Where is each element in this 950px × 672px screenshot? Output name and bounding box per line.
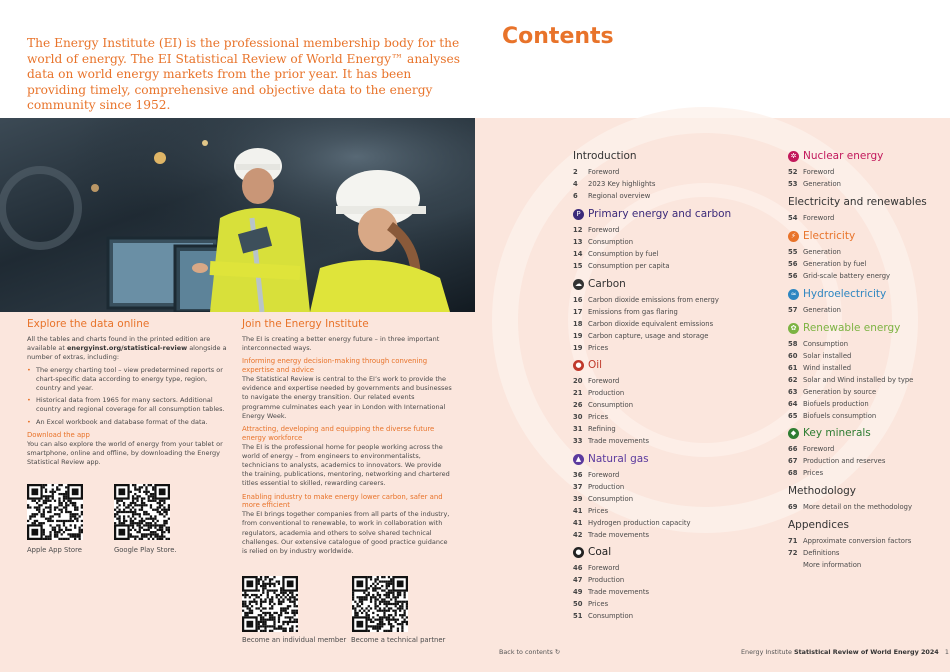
join-text-1: The Statistical Review is central to the EI’s work to provide the evidence and expertise needed by governments and businesses to navigate the energy transition. Our related events programme culminates each year in London with International Energy Week. [242,375,452,420]
toc-entry-label: Prices [588,344,609,352]
toc-entry[interactable] [788,166,883,178]
toc-section-label: Appendices [788,519,849,531]
toc-page-number: 41 [573,507,583,515]
toc-section-methodology [788,484,912,513]
toc-entry[interactable] [573,318,719,330]
toc-entry-label: Foreword [588,564,620,572]
toc-entry-label: Production [588,576,625,584]
toc-entry[interactable] [573,248,731,260]
toc-page-number: 50 [573,600,583,608]
toc-entry[interactable] [788,547,911,559]
toc-page-number: 52 [788,168,798,176]
toc-entry[interactable] [788,535,911,547]
toc-section-label: Electricity [803,230,856,242]
toc-page-number: 2 [573,168,578,176]
join-text-3: The EI brings together companies from all parts of the industry, from conventional to renewable, to work in collaboration with regulators, academia and others to solve shared technical challenges. Our extensive catalogue of good practice guidance is relied on by industry worldwide. [242,510,450,556]
toc-section-title[interactable] [788,229,890,243]
toc-page-number: 4 [573,180,578,188]
toc-page-number: 13 [573,238,583,246]
toc-page-number: 53 [788,180,798,188]
toc-entry-label: Consumption [803,340,849,348]
toc-entry-label: Consumption [588,238,634,246]
toc-entry[interactable] [788,398,913,410]
toc-section-oil [573,358,649,447]
toc-page-number: 15 [573,262,583,270]
explore-bullet-list [27,366,227,427]
toc-entry[interactable] [788,338,913,350]
toc-section-label: Nuclear energy [803,150,884,162]
toc-entry[interactable] [573,224,731,236]
toc-section-label: Natural gas [588,453,649,465]
toc-entry[interactable] [573,469,691,481]
toc-page-number: 61 [788,364,798,372]
toc-entry-label: Prices [588,413,609,421]
toc-section-label: Oil [588,359,603,371]
toc-page-number: 6 [573,192,578,200]
join-title: Join the Energy Institute [242,318,369,330]
apple-app-store-caption: Apple App Store [27,546,82,554]
toc-section-title[interactable] [573,277,719,291]
electricity-icon: ⚡ [788,231,799,242]
toc-entry[interactable] [788,443,885,455]
toc-section-title[interactable] [573,149,655,163]
toc-section-title[interactable] [788,321,913,335]
toc-entry[interactable] [573,306,719,318]
nuclear-energy-icon: ✲ [788,151,799,162]
back-to-contents-link[interactable]: Back to contents ↻ [499,648,561,656]
toc-section-appendices [788,518,911,571]
toc-entry-label: Consumption [588,401,634,409]
toc-section-title[interactable] [573,207,731,221]
toc-page-number: 12 [573,226,583,234]
toc-entry-label: Foreword [588,168,620,176]
toc-entry[interactable] [788,350,913,362]
toc-entry-label: Prices [588,507,609,515]
toc-page-number: 56 [788,272,798,280]
toc-entry[interactable] [573,586,649,598]
toc-entry[interactable] [573,423,649,435]
toc-entry-label: Biofuels production [803,400,869,408]
toc-page-number: 31 [573,425,583,433]
toc-entry-label: Consumption [588,612,634,620]
toc-entry-label: Generation [803,306,841,314]
individual-member-caption: Become an individual member [242,636,347,644]
toc-entry-label: Trade movements [588,437,650,445]
toc-entry[interactable] [573,411,649,423]
toc-entry-label: More information [803,561,862,569]
toc-section-label: Methodology [788,485,857,497]
oil-icon: ● [573,360,584,371]
toc-section-carbon [573,277,719,354]
toc-entry-label: Emissions from gas flaring [588,308,678,316]
toc-entry-label: Consumption per capita [588,262,670,270]
toc-entry-label: Trade movements [588,588,650,596]
toc-section-title[interactable] [788,484,912,498]
coal-icon: ● [573,547,584,558]
toc-page-number: 67 [788,457,798,465]
toc-entry-label: Foreword [588,471,620,479]
footer-publication: Statistical Review of World Energy 2024 [794,648,939,656]
toc-entry-label: Foreword [588,377,620,385]
toc-entry[interactable] [788,362,913,374]
toc-entry[interactable] [573,574,649,586]
toc-section-natural-gas [573,452,691,541]
intro-text: The Energy Institute (EI) is the professional membership body for the world of energy. The EI Statistical Review of World Energy™ analyses data on world energy markets from the prior year. It has been providing timely, comprehensive and objective data to the energy community since 1952. [27,36,460,112]
toc-entry-label: More detail on the methodology [803,503,913,511]
primary-energy-and-carbon-icon: P [573,209,584,220]
apple-app-store-qr-code[interactable] [27,484,83,540]
toc-page-number: 16 [573,296,583,304]
technical-partner-qr-code[interactable] [352,576,408,632]
toc-page-number: 18 [573,320,583,328]
toc-entry[interactable] [788,410,913,422]
toc-page-number: 62 [788,376,798,384]
toc-entry[interactable] [573,562,649,574]
toc-section-title[interactable] [573,358,649,372]
toc-section-title[interactable] [788,287,886,301]
toc-entry-label: Production [588,389,625,397]
toc-page-number: 66 [788,445,798,453]
toc-entry[interactable] [788,467,885,479]
page-footer [741,648,949,656]
toc-entry-label: Foreword [803,445,835,453]
hydroelectricity-icon: ≈ [788,289,799,300]
toc-entry-label: Refining [588,425,616,433]
toc-page-number: 58 [788,340,798,348]
download-app-text: You can also explore the world of energy from your tablet or smartphone, online and offline, by downloading the Energy Statistical Review app. [27,439,223,467]
toc-section-title[interactable] [573,452,691,466]
toc-entry[interactable] [788,212,927,224]
toc-entry[interactable] [573,294,719,306]
toc-entry-label: 2023 Key highlights [588,180,656,188]
footer-publisher: Energy Institute [741,648,792,656]
toc-page-number: 21 [573,389,583,397]
list-item: • Historical data from 1965 for many sectors. Additional country and regional coverage for all consumption tables. [27,396,227,414]
toc-entry-label: Solar installed [803,352,852,360]
toc-entry[interactable] [788,501,912,513]
toc-page-number: 26 [573,401,583,409]
toc-page-number: 33 [573,437,583,445]
toc-page-number: 69 [788,503,798,511]
toc-entry-label: Carbon dioxide equivalent emissions [588,320,714,328]
toc-page-number: 19 [573,344,583,352]
toc-page-number: 55 [788,248,798,256]
toc-entry-label: Carbon dioxide emissions from energy [588,296,719,304]
toc-entry[interactable] [573,190,655,202]
toc-page-number: 56 [788,260,798,268]
explore-section [27,318,227,467]
join-heading-1: Informing energy decision-making through convening expertise and advice [242,357,428,375]
toc-page-number: 65 [788,412,798,420]
toc-entry-label: Trade movements [588,531,650,539]
explore-paragraph: All the tables and charts found in the printed edition are available at energyinst.org/statistical-review alongside a number of extras, including: [27,335,227,362]
join-intro: The EI is creating a better energy future – in three important interconnected ways. [242,335,440,353]
toc-entry[interactable] [573,166,655,178]
toc-section-renewable-energy [788,321,913,422]
toc-entry-label: Solar and Wind installed by type [803,376,914,384]
toc-entry[interactable] [573,260,731,272]
toc-entry[interactable] [573,493,691,505]
toc-entry-label: Hydrogen production capacity [588,519,691,527]
toc-page-number: 47 [573,576,583,584]
toc-section-title[interactable] [788,518,911,532]
toc-entry-label: Production and reserves [803,457,886,465]
toc-entry[interactable] [573,399,649,411]
toc-section-electricity [788,229,890,282]
toc-page-number: 41 [573,519,583,527]
list-item: • The energy charting tool – view predetermined reports or chart-specific data according to energy type, region, country and year. [27,366,227,394]
toc-entry[interactable] [573,236,731,248]
toc-section-coal [573,545,649,622]
toc-entry[interactable] [573,342,719,354]
toc-entry-label: Carbon capture, usage and storage [588,332,709,340]
join-section [242,318,452,556]
toc-entry-label: Generation [803,248,841,256]
toc-section-label: Coal [588,546,612,558]
toc-page-number: 72 [788,549,798,557]
toc-entry[interactable] [788,386,913,398]
toc-entry-label: Prices [803,469,824,477]
toc-section-label: Renewable energy [803,322,901,334]
toc-page-number: 68 [788,469,798,477]
toc-section-primary-energy-and-carbon [573,207,731,272]
toc-section-label: Electricity and renewables [788,196,927,208]
toc-entry-label: Regional overview [588,192,651,200]
toc-section-label: Carbon [588,278,626,290]
toc-entry-label: Biofuels consumption [803,412,877,420]
toc-page-number: 19 [573,332,583,340]
toc-page-number: 71 [788,537,798,545]
toc-entry-label: Generation by source [803,388,877,396]
toc-page-number: 60 [788,352,798,360]
statistical-review-link[interactable]: energyinst.org/statistical-review [67,344,188,353]
join-heading-3: Enabling industry to make energy lower carbon, safer and more efficient [242,492,443,510]
toc-section-nuclear-energy [788,149,883,190]
toc-entry[interactable] [788,455,885,467]
toc-section-title[interactable] [788,149,883,163]
toc-page-number: 64 [788,400,798,408]
toc-section-electricity-and-renewables [788,195,927,224]
toc-page-number: 49 [573,588,583,596]
toc-entry[interactable] [573,610,649,622]
toc-section-label: Hydroelectricity [803,288,887,300]
renewable-energy-icon: ✿ [788,323,799,334]
toc-section-title[interactable] [788,426,885,440]
toc-entry[interactable] [573,178,655,190]
toc-page-number: 46 [573,564,583,572]
page-title: Contents [502,24,614,49]
toc-entry[interactable] [788,304,886,316]
workers-photo [0,118,475,312]
toc-entry[interactable] [788,246,890,258]
toc-section-hydroelectricity [788,287,886,316]
toc-entry[interactable] [788,270,890,282]
toc-page-number: 14 [573,250,583,258]
toc-entry-label: Grid-scale battery energy [803,272,891,280]
google-play-caption: Google Play Store. [114,546,177,554]
toc-section-key-minerals [788,426,885,479]
toc-entry[interactable] [573,375,649,387]
toc-section-label: Introduction [573,150,637,162]
toc-entry-label: Definitions [803,549,840,557]
toc-entry-label: Foreword [803,214,835,222]
list-item: • An Excel workbook and database format of the data. [27,418,227,427]
key-minerals-icon: ◆ [788,428,799,439]
toc-entry[interactable] [788,374,913,386]
technical-partner-caption: Become a technical partner [351,636,446,644]
toc-entry[interactable] [573,435,649,447]
google-play-qr-code[interactable] [114,484,170,540]
join-heading-2: Attracting, developing and equipping the diverse future energy workforce [242,425,435,442]
toc-entry-label: Foreword [803,168,835,176]
toc-entry-label: Prices [588,600,609,608]
footer-page-number: 1 [944,648,949,656]
toc-page-number: 51 [573,612,583,620]
toc-entry-label: Wind installed [803,364,852,372]
toc-page-number: 39 [573,495,583,503]
toc-page-number: 20 [573,377,583,385]
toc-entry[interactable] [573,481,691,493]
natural-gas-icon: ▲ [573,454,584,465]
toc-entry[interactable] [573,387,649,399]
download-app-heading: Download the app [27,430,90,439]
toc-entry-label: Production [588,483,625,491]
toc-entry-label: Foreword [588,226,620,234]
toc-entry[interactable] [573,598,649,610]
toc-entry-label: Approximate conversion factors [803,537,912,545]
toc-page-number: 37 [573,483,583,491]
toc-section-label: Primary energy and carbon [588,208,732,220]
join-text-2: The EI is the professional home for people working across the world of energy – from engineers to environmentalists, technicians to analysts, academics to innovators. We provide the training, publications, mentoring, networking and chartered titles essential to skilled, rewarding careers. [242,442,450,488]
toc-entry[interactable] [573,330,719,342]
toc-entry-label: Generation [803,180,841,188]
toc-entry[interactable] [573,505,691,517]
toc-entry-label: Consumption by fuel [588,250,659,258]
toc-page-number: 36 [573,471,583,479]
toc-entry[interactable] [788,178,883,190]
toc-page-number: 63 [788,388,798,396]
explore-title: Explore the data online [27,318,150,330]
toc-entry-label: Generation by fuel [803,260,867,268]
toc-entry[interactable] [788,559,911,571]
toc-section-title[interactable] [573,545,649,559]
carbon-icon: ☁ [575,279,582,288]
toc-entry-label: Consumption [588,495,634,503]
toc-section-introduction [573,149,655,202]
individual-member-qr-code[interactable] [242,576,298,632]
toc-entry[interactable] [573,517,691,529]
toc-entry[interactable] [788,258,890,270]
toc-page-number: 30 [573,413,583,421]
toc-section-label: Key minerals [803,427,871,439]
toc-page-number: 54 [788,214,798,222]
toc-page-number: 57 [788,306,798,314]
toc-page-number: 42 [573,531,583,539]
toc-page-number: 17 [573,308,583,316]
toc-entry[interactable] [573,529,691,541]
toc-section-title[interactable] [788,195,927,209]
